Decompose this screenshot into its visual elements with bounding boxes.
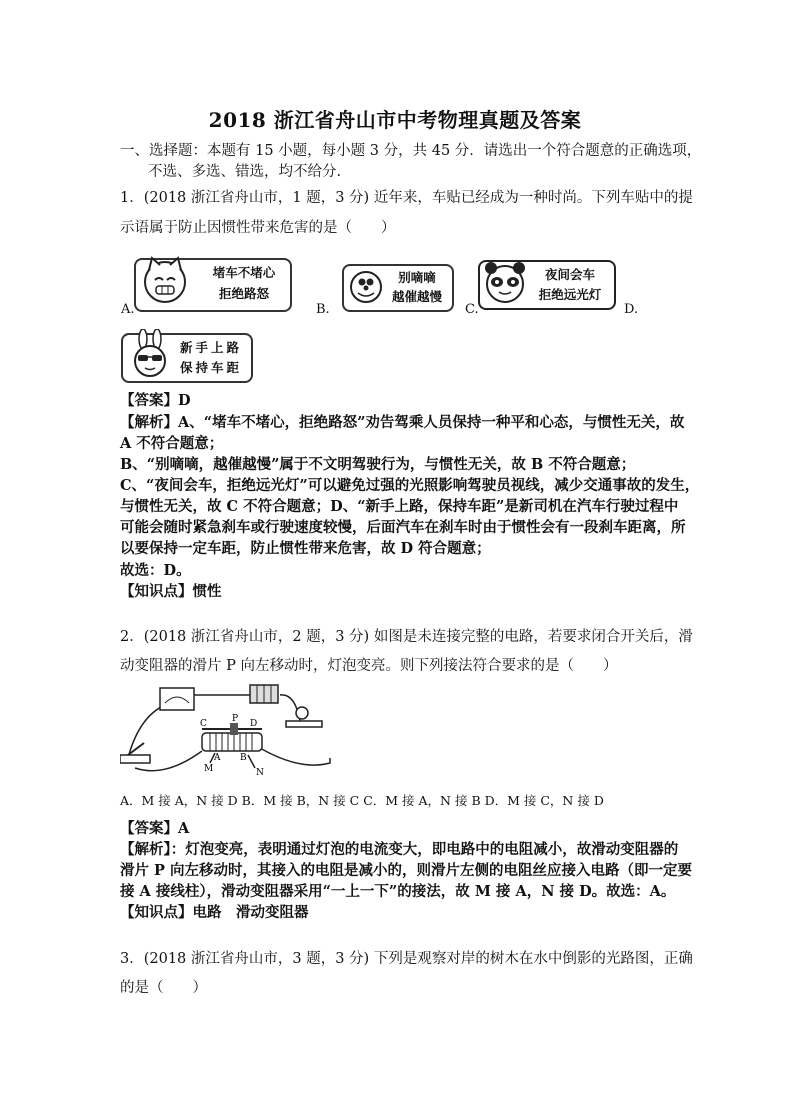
sticker-a-text2: 拒绝路怒	[218, 286, 269, 301]
q1-answer: 【答案】D	[120, 392, 191, 409]
q1-analysis-line4: C、“夜间会车，拒绝远光灯”可以避免过强的光照影响驾驶员视线，减少交通事故的发生，	[120, 477, 700, 494]
q1-analysis-line8: 故选：D。	[120, 562, 191, 579]
rabbit-with-sunglasses-icon	[129, 329, 173, 379]
panda-face-icon	[482, 256, 528, 306]
q1-option-d-label: D.	[624, 302, 639, 317]
q2-stem-line2: 动变阻器的滑片 P 向左移动时，灯泡变亮。则下列接法符合要求的是（ ）	[120, 658, 618, 674]
slider-p-icon	[230, 723, 238, 735]
label-a: A	[214, 753, 221, 763]
sticker-c-text2: 拒绝远光灯	[538, 287, 602, 302]
q2-analysis-line2: 滑片 P 向左移动时，其接入的电阻是减小的，则滑片左侧的电阻丝应接入电路（即一定要	[120, 862, 692, 879]
sticker-c-text1: 夜间会车	[544, 267, 595, 282]
cat-face-icon	[140, 252, 190, 308]
q2-stem-line1: 2．(2018 浙江省舟山市，2 题，3 分) 如图是未连接完整的电路，若要求闭合开关后，滑	[120, 629, 693, 645]
q3-stem-line2: 的是（ ）	[120, 980, 207, 996]
label-c: C	[200, 719, 207, 729]
q3-stem-line1: 3．(2018 浙江省舟山市，3 题，3 分) 下列是观察对岸的树木在水中倒影的光路图，正确	[120, 951, 693, 967]
switch-icon	[120, 755, 150, 763]
sticker-a	[134, 258, 292, 312]
label-b: B	[240, 753, 247, 763]
q2-analysis-line3: 接 A 接线柱），滑动变阻器采用“一上一下”的接法，故 M 接 A，N 接 D。故选：A。	[120, 883, 676, 900]
q1-analysis-line7: 以要保持一定车距，防止惯性带来危害，故 D 符合题意；	[120, 540, 491, 557]
sticker-a-text1: 堵车不堵心	[212, 265, 276, 280]
q1-analysis-line6: 可能会随时紧急刹车或行驶速度较慢，后面汽车在刹车时由于惯性会有一段刹车距离，所	[120, 519, 686, 536]
page-title: 2018 浙江省舟山市中考物理真题及答案	[208, 108, 582, 132]
circuit-diagram	[120, 683, 350, 788]
q1-knowledge: 【知识点】惯性	[120, 583, 222, 600]
section-instruction-line1: 一、选择题：本题有 15 小题，每小题 3 分，共 45 分．请选出一个符合题意的正确选项，	[120, 143, 702, 159]
label-m: M	[204, 764, 214, 774]
q1-stem-line1: 1．(2018 浙江省舟山市，1 题，3 分) 近年来，车贴已经成为一种时尚。下列车贴中的提	[120, 190, 693, 206]
bulb-icon	[296, 707, 308, 719]
bulb-base-icon	[286, 721, 322, 727]
q2-knowledge: 【知识点】电路 滑动变阻器	[120, 904, 309, 921]
sticker-d	[121, 333, 253, 383]
q1-analysis-line1: 【解析】A、“堵车不堵心，拒绝路怒”劝告驾乘人员保持一种平和心态，与惯性无关，故	[120, 414, 685, 431]
sticker-b	[342, 264, 454, 312]
q2-options: A．M 接 A，N 接 D B．M 接 B，N 接 C C．M 接 A，N 接 B D．M 接 C，N 接 D	[120, 793, 604, 808]
q2-analysis-line1: 【解析】：灯泡变亮，表明通过灯泡的电流变大，即电路中的电阻减小，故滑动变阻器的	[120, 841, 679, 858]
label-d: D	[250, 719, 258, 729]
rheostat-icon	[202, 733, 262, 751]
q1-stem-line2: 示语属于防止因惯性带来危害的是（ ）	[120, 220, 396, 236]
section-instruction-line2: 不选、多选、错选，均不给分.	[148, 164, 342, 180]
sticker-b-text1: 别嘀嘀	[398, 270, 436, 285]
q2-answer: 【答案】A	[120, 820, 190, 837]
sticker-d-text1: 新手上路	[179, 340, 242, 355]
sticker-b-text2: 越催越慢	[391, 289, 442, 304]
doraemon-face-icon	[348, 269, 384, 305]
power-meter-box	[160, 688, 194, 710]
q1-analysis-line2: A 不符合题意；	[120, 435, 224, 452]
q1-analysis-line3: B、“别嘀嘀，越催越慢”属于不文明驾驶行为，与惯性无关，故 B 不符合题意；	[120, 456, 636, 473]
q1-option-c-label: C.	[465, 302, 479, 317]
q1-option-a-label: A.	[121, 302, 135, 317]
label-p: P	[232, 714, 239, 724]
label-n: N	[256, 768, 264, 778]
q1-option-b-label: B.	[316, 302, 330, 317]
q1-analysis-line5: 与惯性无关，故 C 不符合题意；D、“新手上路，保持车距”是新司机在汽车行驶过程中	[120, 498, 679, 515]
sticker-c	[478, 260, 616, 310]
sticker-d-text2: 保持车距	[179, 360, 242, 375]
